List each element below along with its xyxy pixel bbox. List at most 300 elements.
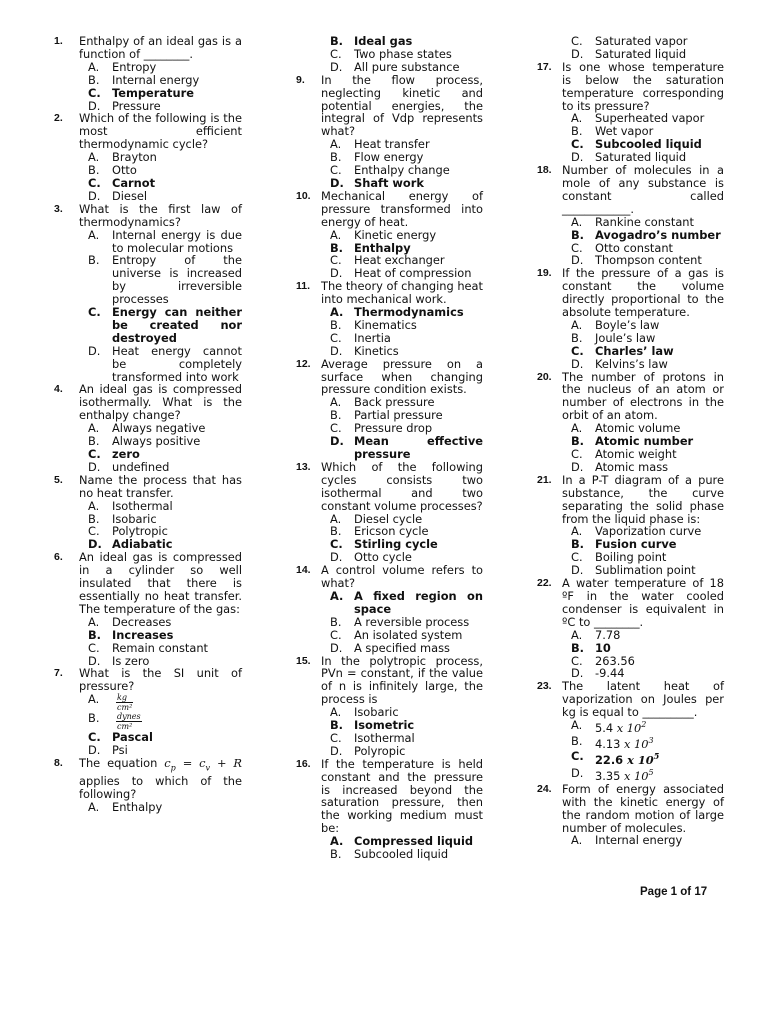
option-text xyxy=(112,712,142,732)
option-text: Charles’ law xyxy=(595,343,674,358)
answer-option xyxy=(330,732,483,745)
option-text: Rankine constant xyxy=(595,214,694,229)
question-number: 13. xyxy=(296,460,311,473)
option-text: Remain constant xyxy=(112,640,209,655)
option-letter: A. xyxy=(88,614,100,629)
option-letter: D. xyxy=(330,550,343,565)
option-letter: A. xyxy=(88,59,100,74)
scientific-notation: x $10^3$ xyxy=(623,735,654,751)
option-text: 22.6 x $10^5$ xyxy=(595,751,660,768)
column-1 xyxy=(54,35,242,814)
option-letter: B. xyxy=(571,330,583,345)
question-text: Which of the following cycles consists two isothermal and two constant volume processes? xyxy=(321,459,483,513)
option-letter: A. xyxy=(571,317,583,332)
option-letter: C. xyxy=(330,627,342,642)
option-text: Isobaric xyxy=(112,511,157,526)
option-letter: A. xyxy=(330,305,344,320)
option-text: A specified mass xyxy=(354,640,450,655)
option-text: undefined xyxy=(112,459,170,474)
option-letter: D. xyxy=(88,653,101,668)
option-text: Isothermal xyxy=(112,498,173,513)
option-letter: C. xyxy=(88,524,100,539)
question xyxy=(54,203,242,384)
answer-options xyxy=(321,306,483,358)
option-text: Isothermal xyxy=(354,730,415,745)
option-letter: D. xyxy=(88,743,101,758)
option-text: Saturated liquid xyxy=(595,150,687,165)
option-text: Fusion curve xyxy=(595,537,677,552)
option-text: Internal energy xyxy=(595,833,683,848)
answer-options xyxy=(562,834,724,847)
question-number: 8. xyxy=(54,757,63,770)
question xyxy=(537,474,724,577)
answer-options xyxy=(562,319,724,371)
option-text: Ideal gas xyxy=(354,34,413,48)
option-letter: B. xyxy=(88,711,100,726)
answer-options xyxy=(79,151,242,203)
question-text: In the flow process, neglecting kinetic and potential energies, the integral of Vdp represents what? xyxy=(321,72,483,139)
option-letter: B. xyxy=(571,434,585,449)
question xyxy=(296,190,483,280)
option-letter: C. xyxy=(330,163,342,178)
question xyxy=(54,35,242,112)
option-text xyxy=(112,693,133,713)
option-letter: D. xyxy=(571,150,584,165)
answer-option xyxy=(330,332,483,345)
question-continued xyxy=(537,35,724,61)
answer-options xyxy=(562,422,724,474)
option-letter: B. xyxy=(330,317,342,332)
option-text: Pascal xyxy=(112,730,153,745)
answer-option xyxy=(571,358,724,371)
option-text: Adiabatic xyxy=(112,537,173,552)
question xyxy=(54,383,242,473)
answer-option xyxy=(571,767,724,783)
scientific-notation: x $10^5$ xyxy=(627,751,660,768)
question-text: The equation $c_p = c_v + R$ applies to which of the following? xyxy=(79,756,242,802)
answer-option xyxy=(330,642,483,655)
option-text: Internal energy is due to molecular motions xyxy=(112,227,242,255)
answer-options xyxy=(79,500,242,552)
option-letter: C. xyxy=(88,730,101,745)
option-letter: C. xyxy=(571,447,583,461)
option-text: Shaft work xyxy=(354,175,424,190)
question xyxy=(296,461,483,564)
option-letter: D. xyxy=(330,743,343,758)
question xyxy=(537,577,724,680)
question-text: A control volume refers to what? xyxy=(321,563,483,591)
answer-options xyxy=(79,616,242,668)
option-letter: C. xyxy=(88,175,101,190)
answer-options xyxy=(321,229,483,281)
option-text: Subcooled liquid xyxy=(354,847,449,862)
answer-option xyxy=(88,190,242,203)
option-text: Vaporization curve xyxy=(595,524,702,539)
option-letter: B. xyxy=(330,240,344,255)
question-number: 24. xyxy=(537,782,552,795)
answer-options xyxy=(79,693,242,757)
question xyxy=(54,551,242,667)
option-text: Kinetic energy xyxy=(354,227,437,242)
option-text: Back pressure xyxy=(354,395,435,410)
question-number: 22. xyxy=(537,577,552,590)
option-letter: A. xyxy=(571,627,583,642)
option-letter: B. xyxy=(88,253,100,268)
answer-option xyxy=(571,48,724,61)
option-letter: D. xyxy=(88,537,102,552)
option-text: Wet vapor xyxy=(595,124,654,139)
option-letter: B. xyxy=(88,434,100,449)
option-text: Temperature xyxy=(112,85,194,100)
option-letter: A. xyxy=(88,800,100,815)
answer-options xyxy=(79,422,242,474)
option-letter: D. xyxy=(330,59,343,74)
option-letter: A. xyxy=(330,705,342,720)
column-2 xyxy=(296,35,483,861)
option-text: Thermodynamics xyxy=(354,305,464,320)
option-text: A reversible process xyxy=(354,614,470,629)
option-text: Superheated vapor xyxy=(595,111,705,126)
option-letter: D. xyxy=(88,188,101,203)
question-number: 2. xyxy=(54,112,63,125)
question-text: Average pressure on a surface when changing pressure condition exists. xyxy=(321,356,483,397)
scientific-notation: x $10^2$ xyxy=(616,720,647,735)
scientific-notation: x $10^5$ xyxy=(623,768,654,783)
option-letter: B. xyxy=(330,614,342,629)
option-text: Atomic number xyxy=(595,434,694,449)
option-text: Otto cycle xyxy=(354,550,412,565)
option-letter: C. xyxy=(571,137,584,152)
option-text: Inertia xyxy=(354,330,391,345)
answer-option xyxy=(88,712,242,731)
option-letter: A. xyxy=(330,588,344,603)
correct-answer-option xyxy=(330,590,483,616)
option-letter: D. xyxy=(88,98,101,113)
option-letter: B. xyxy=(330,408,342,423)
option-text: Joule’s law xyxy=(595,330,656,345)
answer-option xyxy=(88,693,242,712)
option-text: Saturated liquid xyxy=(595,46,687,61)
question-text: The theory of changing heat into mechanical work. xyxy=(321,279,483,307)
option-text: Heat exchanger xyxy=(354,253,445,268)
option-letter: A. xyxy=(571,421,583,436)
option-text: Heat energy cannot be completely transformed into work xyxy=(112,343,242,384)
question-number: 9. xyxy=(296,73,305,86)
question xyxy=(296,564,483,654)
question xyxy=(296,758,483,861)
question-number: 21. xyxy=(537,473,552,486)
answer-option xyxy=(88,345,242,384)
option-text: Carnot xyxy=(112,175,156,190)
option-text: Polyropic xyxy=(354,743,406,758)
option-text: Brayton xyxy=(112,150,157,165)
option-letter: D. xyxy=(330,434,344,449)
question-text: If the temperature is held constant and the pressure is increased beyond the saturation pressure, then the working medium must be: xyxy=(321,756,483,836)
option-text: Isobaric xyxy=(354,705,399,720)
question-number: 16. xyxy=(296,757,311,770)
question-text: Mechanical energy of pressure transformed into energy of heat. xyxy=(321,188,483,229)
answer-option xyxy=(571,629,724,642)
option-letter: C. xyxy=(571,240,583,255)
option-letter: A. xyxy=(88,150,100,165)
question xyxy=(537,783,724,848)
option-text: Flow energy xyxy=(354,150,424,165)
answer-options xyxy=(79,801,242,814)
answer-option xyxy=(88,801,242,814)
question-number: 1. xyxy=(54,35,63,47)
option-letter: A. xyxy=(571,524,583,539)
correct-answer-option xyxy=(571,642,724,655)
question xyxy=(54,474,242,551)
option-letter: B. xyxy=(571,733,583,748)
option-letter: C. xyxy=(571,653,583,668)
question-number: 19. xyxy=(537,267,552,280)
option-text: Entropy of the universe is increased by irreversible processes xyxy=(112,253,242,307)
option-letter: D. xyxy=(571,766,584,781)
option-text: Entropy xyxy=(112,59,157,74)
question-number: 17. xyxy=(537,60,552,73)
question xyxy=(296,655,483,758)
question-number: 15. xyxy=(296,654,311,667)
option-letter: D. xyxy=(571,459,584,474)
answer-options xyxy=(79,61,242,113)
option-letter: B. xyxy=(88,163,100,178)
question xyxy=(537,164,724,267)
question-number: 20. xyxy=(537,370,552,383)
option-text: Decreases xyxy=(112,614,172,629)
option-text: Boiling point xyxy=(595,550,667,565)
option-letter: D. xyxy=(571,356,584,371)
answer-option xyxy=(571,719,724,735)
answer-options xyxy=(562,719,724,783)
question-text: If the pressure of a gas is constant the volume directly proportional to the absolute temperature. xyxy=(562,266,724,320)
option-text: -9.44 xyxy=(595,666,625,681)
answer-options xyxy=(321,396,483,461)
option-letter: C. xyxy=(330,537,343,552)
option-letter: A. xyxy=(571,214,583,229)
option-letter: D. xyxy=(88,343,101,358)
option-text: 263.56 xyxy=(595,653,635,668)
question-text: Number of molecules in a mole of any substance is constant called ____________. xyxy=(562,163,724,216)
answer-option xyxy=(88,229,242,255)
answer-options xyxy=(321,138,483,190)
fraction-denominator: cm² xyxy=(117,722,133,732)
question-text: What is the first law of thermodynamics? xyxy=(79,201,242,229)
answer-option xyxy=(330,848,483,861)
option-letter: D. xyxy=(330,343,343,358)
option-letter: B. xyxy=(571,640,585,655)
option-text: Kinematics xyxy=(354,317,417,332)
correct-answer-option xyxy=(571,750,724,767)
question xyxy=(54,112,242,202)
option-letter: A. xyxy=(330,511,342,526)
question-text: The number of protons in the nucleus of an atom or number of electrons in the orbit of an atom. xyxy=(562,369,724,423)
option-letter: B. xyxy=(330,34,344,48)
answer-option xyxy=(330,319,483,332)
option-letter: A. xyxy=(571,833,583,848)
page-number: Page 1 of 17 xyxy=(640,886,708,898)
option-text: Polytropic xyxy=(112,524,168,539)
answer-option xyxy=(330,61,483,74)
option-text: Kelvins’s law xyxy=(595,356,668,371)
question-text: Form of energy associated with the kinetic energy of the random motion of large number of molecules. xyxy=(562,781,724,835)
option-text: Ericson cycle xyxy=(354,524,429,539)
option-letter: A. xyxy=(88,692,100,707)
option-letter: A. xyxy=(88,421,100,436)
option-letter: D. xyxy=(571,253,584,268)
answer-options xyxy=(321,35,483,74)
option-text: Internal energy xyxy=(112,72,200,87)
answer-option xyxy=(330,745,483,758)
fraction xyxy=(116,693,133,712)
question-text: An ideal gas is compressed isothermally. What is the enthalpy change? xyxy=(79,382,242,423)
option-text: Otto xyxy=(112,163,137,178)
option-letter: C. xyxy=(88,305,101,320)
question-text: Is one whose temperature is below the saturation temperature corresponding to its pressure? xyxy=(562,59,724,113)
option-text: Compressed liquid xyxy=(354,834,474,849)
option-letter: B. xyxy=(88,627,102,642)
question-number: 4. xyxy=(54,383,63,396)
option-text: Heat transfer xyxy=(354,137,430,152)
option-text: Diesel xyxy=(112,188,148,203)
option-letter: C. xyxy=(88,640,100,655)
question-number: 12. xyxy=(296,357,311,370)
question-number: 3. xyxy=(54,202,63,215)
option-letter: A. xyxy=(330,227,342,242)
option-letter: C. xyxy=(571,550,583,565)
answer-options xyxy=(562,35,724,61)
answer-option xyxy=(88,254,242,306)
answer-options xyxy=(562,629,724,681)
option-letter: A. xyxy=(571,111,583,126)
option-letter: C. xyxy=(330,330,342,345)
option-text: Boyle’s law xyxy=(595,317,660,332)
option-text: zero xyxy=(112,447,140,461)
option-letter: D. xyxy=(88,459,101,474)
option-text: Atomic mass xyxy=(595,459,669,474)
option-letter: A. xyxy=(330,395,342,410)
answer-options xyxy=(321,513,483,565)
option-text: Psi xyxy=(112,743,128,758)
question-continued xyxy=(296,35,483,74)
answer-options xyxy=(321,706,483,758)
correct-answer-option xyxy=(330,435,483,461)
answer-options xyxy=(562,216,724,268)
option-letter: B. xyxy=(571,227,585,242)
option-text: 7.78 xyxy=(595,627,621,642)
answer-options xyxy=(321,590,483,655)
fraction-numerator: kg xyxy=(116,693,133,703)
answer-option xyxy=(571,655,724,668)
option-letter: C. xyxy=(330,730,342,745)
option-letter: C. xyxy=(330,253,342,268)
option-text: Kinetics xyxy=(354,343,399,358)
option-text: Otto constant xyxy=(595,240,674,255)
question xyxy=(54,667,242,757)
option-letter: B. xyxy=(330,150,342,165)
option-text: 3.35 x $10^5$ xyxy=(595,768,654,783)
question-text: An ideal gas is compressed in a cylinder so well insulated that there is essentially no heat transfer. The temperature of the gas: xyxy=(79,550,242,616)
question xyxy=(296,74,483,190)
option-letter: A. xyxy=(88,498,100,513)
question-number: 23. xyxy=(537,680,552,693)
option-letter: C. xyxy=(330,421,342,436)
option-text: Diesel cycle xyxy=(354,511,423,526)
question-number: 10. xyxy=(296,189,311,202)
answer-options xyxy=(562,112,724,164)
option-letter: B. xyxy=(330,847,342,862)
answer-option xyxy=(330,345,483,358)
option-letter: D. xyxy=(571,563,584,578)
option-letter: B. xyxy=(571,124,583,139)
option-letter: D. xyxy=(330,640,343,655)
option-text: Is zero xyxy=(112,653,150,668)
option-text: Isometric xyxy=(354,718,415,733)
option-letter: B. xyxy=(88,72,100,87)
fraction-numerator: dynes xyxy=(117,712,141,722)
option-letter: B. xyxy=(88,511,100,526)
option-text: A fixed region on space xyxy=(354,588,483,616)
question-text: What is the SI unit of pressure? xyxy=(79,666,242,694)
equation: $c_p = c_v + R$ xyxy=(157,756,242,773)
option-text: Always positive xyxy=(112,434,201,449)
option-text: 10 xyxy=(595,640,611,655)
option-text: Energy can neither be created nor destroyed xyxy=(112,305,242,345)
question-text: A water temperature of 18 ºF in the water cooled condenser is equivalent in ºC to ________. xyxy=(562,576,724,629)
option-text: Sublimation point xyxy=(595,563,696,578)
option-letter: A. xyxy=(330,137,342,152)
option-text: Enthalpy xyxy=(354,240,411,255)
question xyxy=(537,371,724,474)
question-text: Name the process that has no heat transfer. xyxy=(79,472,242,500)
answer-options xyxy=(562,525,724,577)
option-text: Increases xyxy=(112,627,174,642)
option-text: Partial pressure xyxy=(354,408,443,423)
option-letter: D. xyxy=(571,46,584,61)
answer-options xyxy=(79,229,242,384)
option-text: All pure substance xyxy=(354,59,460,74)
option-text: Always negative xyxy=(112,421,206,436)
option-text: Pressure xyxy=(112,98,161,113)
question-text: The latent heat of vaporization on Joules per kg is equal to _________. xyxy=(562,679,724,720)
option-text: Heat of compression xyxy=(354,266,472,281)
fraction-denominator: cm² xyxy=(117,703,133,713)
question xyxy=(537,61,724,164)
option-text: Two phase states xyxy=(354,46,452,61)
question xyxy=(537,267,724,370)
option-letter: D. xyxy=(330,266,343,281)
option-letter: C. xyxy=(571,749,584,764)
question xyxy=(296,358,483,461)
question xyxy=(54,757,242,814)
question xyxy=(537,680,724,783)
answer-option xyxy=(571,461,724,474)
option-text: An isolated system xyxy=(354,627,463,642)
option-letter: A. xyxy=(88,227,100,242)
option-letter: C. xyxy=(330,46,342,61)
correct-answer-option xyxy=(330,177,483,190)
option-text: Saturated vapor xyxy=(595,34,688,48)
option-letter: C. xyxy=(571,343,584,358)
option-letter: B. xyxy=(330,524,342,539)
option-letter: D. xyxy=(571,666,584,681)
option-letter: C. xyxy=(88,447,101,461)
option-letter: C. xyxy=(571,34,583,48)
answer-option xyxy=(571,735,724,751)
question-number: 11. xyxy=(296,280,311,293)
correct-answer-option xyxy=(88,306,242,345)
option-text: Stirling cycle xyxy=(354,537,438,552)
